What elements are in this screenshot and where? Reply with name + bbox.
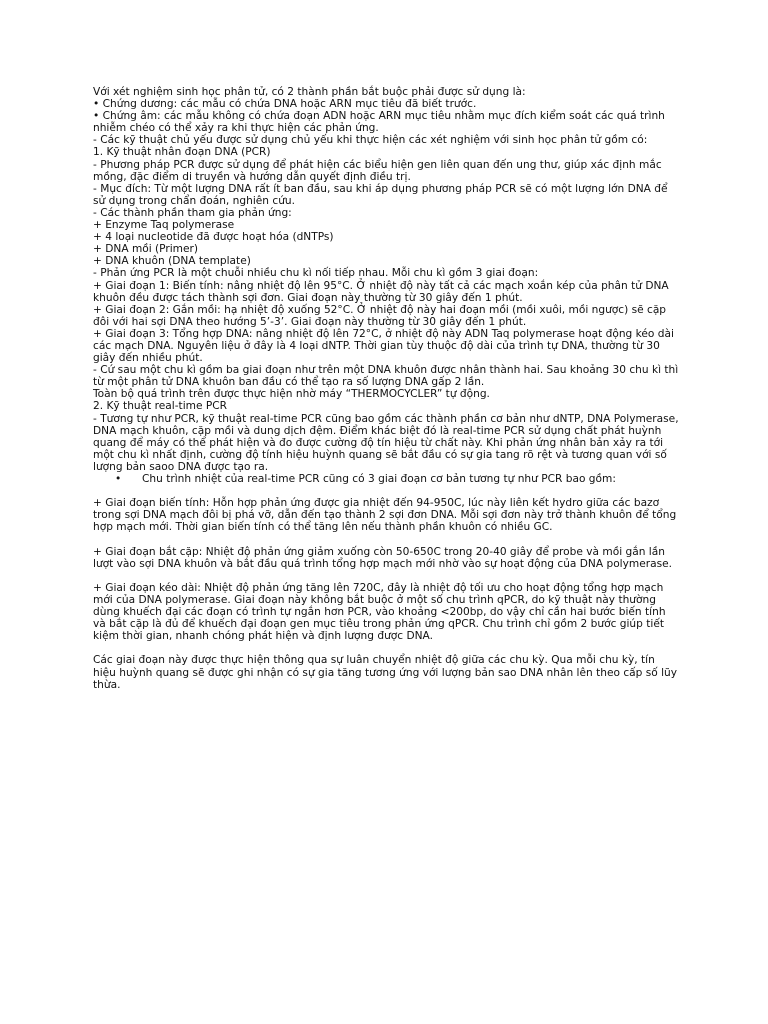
pcr-method-paragraph: - Phương pháp PCR được sử dụng để phát hiện các biểu hiện gen liên quan đến ung thư, giúp xác định mắc mồng, đặc điểm di truyền và hướng dẫn quyết định điều trị. [93,158,662,183]
rtpcr-description: - Tương tự như PCR, kỹ thuật real-time PCR cũng bao gồm các thành phần cơ bản như dNTP, DNA Polymerase, DNA mạch khuôn, cặp mồi và dung dịch đệm. Điểm khác biệt đó là real-time PCR sử dụng chất phát huỳnh quang để máy có thể phát hiện và đo được cường độ tín hiệu từ chất này. Khi phản ứng nhân bản xảy ra tới một chu kì nhất định, cường độ tính hiệu huỳnh quang sẽ bắt đầu có sự gia tang rõ rệt và tương quan với số lượng bản saoo DNA được tạo ra. [93,412,679,473]
paragraph-spacer [93,642,679,654]
bullet-mark: • [115,473,122,485]
rt-stage-extend: + Giai đoạn kéo dài: Nhiệt độ phản ứng tăng lên 720C, đây là nhiệt độ tối ưu cho hoạt động tổng hợp mạch mới của DNA polymerase. Giai đoạn này không bắt buộc ở một số chu trình qPCR, do kỹ thuật này thường dùng khuếch đại các đoạn có trình tự ngắn hơn PCR, vào khoảng <200bp, do vậy chỉ cần hai bước biến tính và bắt cặp là đủ để khuếch đại đoạn gen mục tiêu trong phản ứng qPCR. Chu trình chỉ gồm 2 bước giúp tiết kiệm thời gian, nhanh chóng phát hiện và định lượng được DNA. [93,581,666,643]
paragraph-spacer [93,485,679,497]
rt-bullet-item [93,473,679,485]
rt-stage-anneal: + Giai đoạn bắt cặp: Nhiệt độ phản ứng giảm xuống còn 50-650C trong 20-40 giây để probe và mồi gắn lần lượt vào sợi DNA khuôn và bắt đầu quá trình tổng hợp mạch mới nhờ vào sự hoạt động của DNA polymerase. [93,545,672,570]
stage-3-paragraph: + Giai đoạn 3: Tổng hợp DNA: nâng nhiệt độ lên 72°C, ở nhiệt độ này ADN Taq polymerase hoạt động kéo dài các mạch DNA. Nguyên liệu ở đây là 4 loại dNTP. Thời gian tùy thuộc độ dài của trình tự DNA, thường từ 30 giây đến nhiều phút. [93,327,674,365]
component-item: + 4 loại nucleotide đã được hoạt hóa (dNTPs) [93,231,334,244]
techniques-intro: - Các kỹ thuật chủ yếu được sử dụng chủ yếu khi thực hiện các xét nghiệm với sinh học phân tử gồm có: [93,134,648,147]
cycle-intro: - Phản ứng PCR là một chuỗi nhiều chu kì nối tiếp nhau. Mỗi chu kì gồm 3 giai đoạn: [93,267,539,280]
component-item: + DNA khuôn (DNA template) [93,255,251,268]
stage-2-paragraph: + Giai đoạn 2: Gắn mồi: hạ nhiệt độ xuống 52°C. Ở nhiệt độ này hai đoạn mồi (mồi xuôi, mồi ngược) sẽ cặp đôi với hai sợi DNA theo hướng 5’-3’. Giai đoạn này thường từ 30 giây đến 1 phút. [93,303,667,328]
cycle-repeat-paragraph: - Cứ sau một chu kì gồm ba giai đoạn như trên một DNA khuôn được nhân thành hai. Sau khoảng 30 chu kì thì từ một phân tử DNA khuôn ban đầu có thể tạo ra số lượng DNA gấp 2 lần. [93,364,679,389]
conclusion-paragraph: Các giai đoạn này được thực hiện thông qua sự luân chuyển nhiệt độ giữa các chu kỳ. Qua mỗi chu kỳ, tín hiệu huỳnh quang sẽ được ghi nhận có sự gia tăng tương ứng với lượng bản sao DNA nhân lên theo cấp số lũy thừa. [93,654,678,691]
component-item: + Enzyme Taq polymerase [93,219,235,232]
rtpcr-heading: 2. Kỹ thuật real-time PCR [93,400,227,413]
negative-control-item: • Chứng âm: các mẫu không có chứa đoạn ADN hoặc ARN mục tiêu nhằm mục đích kiểm soát các quá trình nhiễm chéo có thể xảy ra khi thực hiện các phản ứng. [93,110,665,135]
component-item: + DNA mồi (Primer) [93,243,199,256]
intro-paragraph: Với xét nghiệm sinh học phân tử, có 2 thành phần bắt buộc phải được sử dụng là: [93,86,526,98]
stage-1-paragraph: + Giai đoạn 1: Biến tính: nâng nhiệt độ lên 95°C. Ở nhiệt độ này tất cả các mạch xoắn kép của phân tử DNA khuôn đều được tách thành sợi đơn. Giai đoạn này thường từ 30 giây đến 1 phút. [93,279,669,304]
positive-control-item: • Chứng dương: các mẫu có chứa DNA hoặc ARN mục tiêu đã biết trước. [93,98,477,111]
paragraph-spacer [93,570,679,582]
components-heading: - Các thành phần tham gia phản ứng: [93,206,292,219]
pcr-heading: 1. Kỹ thuật nhân đoạn DNA (PCR) [93,146,271,159]
rt-bullet-text: Chu trình nhiệt của real-time PCR cũng có 3 giai đoạn cơ bản tương tự như PCR bao gồm: [142,473,616,485]
paragraph-spacer [93,533,679,545]
rt-stage-denature: + Giai đoạn biến tính: Hỗn hợp phản ứng được gia nhiệt đến 94-950C, lúc này liên kết hydro giữa các bazơ trong sợi DNA mạch đôi bị phá vỡ, dẫn đến tạo thành 2 sợi đơn DNA. Mỗi sợi đơn này trở thành khuôn để tổng hợp mạch mới. Thời gian biến tính có thể tăng lên nếu thành phần khuôn có nhiều GC. [93,497,677,534]
document-body [93,86,679,691]
pcr-purpose-paragraph: - Mục đích: Từ một lượng DNA rất ít ban đầu, sau khi áp dụng phương pháp PCR sẽ có một lượng lớn DNA để sử dụng trong chẩn đoán, nghiên cứu. [93,182,668,207]
thermocycler-line: Toàn bộ quá trình trên được thực hiện nhờ máy “THERMOCYCLER” tự động. [93,388,490,401]
